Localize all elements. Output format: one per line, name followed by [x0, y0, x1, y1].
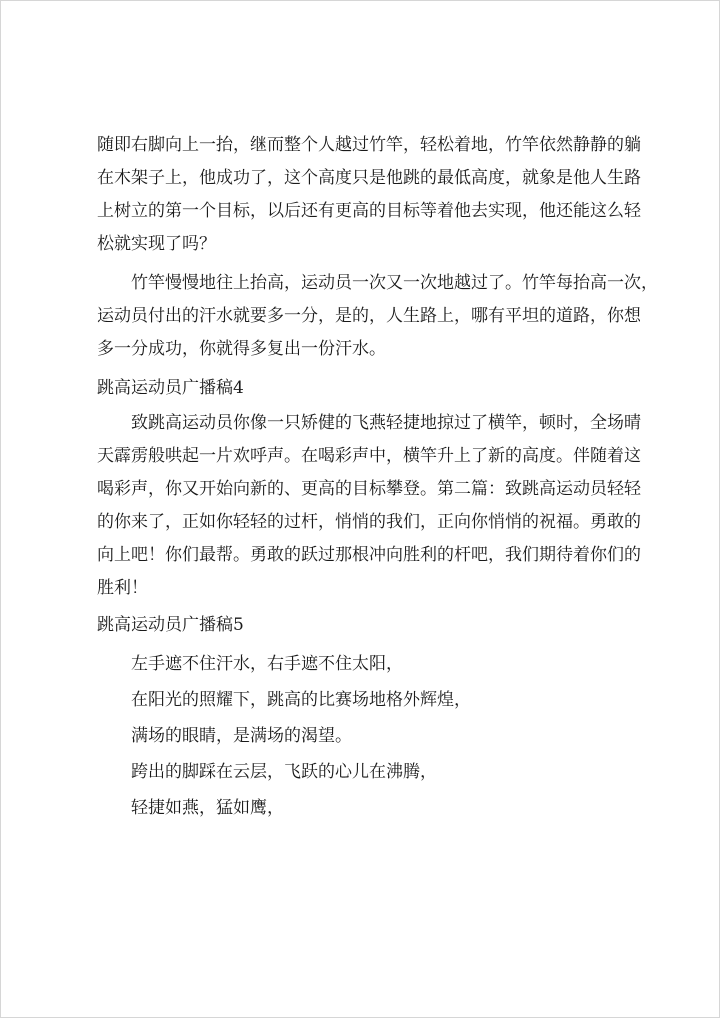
- paragraph-2: [97, 267, 658, 366]
- document-body: [97, 129, 658, 828]
- text-line: 向上吧！你们最帮。勇敢的跃过那根冲向胜利的杆吧，我们期待着你们的: [97, 545, 641, 565]
- text-line: 喝彩声，你又开始向新的、更高的目标攀登。第二篇：致跳高运动员轻轻: [97, 479, 641, 499]
- text-line: 致跳高运动员你像一只矫健的飞燕轻捷地掠过了横竿，顿时，全场晴: [131, 413, 641, 433]
- paragraph-3: [97, 407, 641, 605]
- section-heading: 跳高运动员广播稿5: [97, 615, 244, 635]
- text-line: 随即右脚向上一抬，继而整个人越过竹竿，轻松着地，竹竿依然静静的躺: [97, 135, 641, 155]
- text-line: 的你来了，正如你轻轻的过杆，悄悄的我们，正向你悄悄的祝福。勇敢的: [97, 512, 641, 532]
- poem: [97, 648, 633, 828]
- text-line: 在木架子上，他成功了，这个高度只是他跳的最低高度，就象是他人生路: [97, 168, 641, 188]
- text-line: 多一分成功，你就得多复出一份汗水。: [97, 339, 386, 359]
- paragraph-1: [97, 129, 641, 261]
- poem-line: 满场的眼睛，是满场的渴望。: [131, 726, 352, 746]
- text-line: 松就实现了吗？: [97, 234, 216, 254]
- text-line: 胜利！: [97, 578, 148, 598]
- text-line: 天霹雳般哄起一片欢呼声。在喝彩声中，横竿升上了新的高度。伴随着这: [97, 446, 641, 466]
- text-line: 上树立的第一个目标，以后还有更高的目标等着他去实现，他还能这么轻: [97, 201, 641, 221]
- poem-line: 在阳光的照耀下，跳高的比赛场地格外辉煌，: [131, 690, 471, 710]
- text-line: 竹竿慢慢地往上抬高，运动员一次又一次地越过了。竹竿每抬高一次，: [131, 273, 658, 293]
- poem-line: 轻捷如燕，猛如鹰，: [131, 798, 284, 818]
- text-line: 运动员付出的汗水就要多一分，是的，人生路上，哪有平坦的道路，你想: [97, 306, 641, 326]
- poem-line: 左手遮不住汗水，右手遮不住太阳，: [131, 654, 403, 674]
- section-heading: 跳高运动员广播稿4: [97, 378, 244, 398]
- poem-line: 跨出的脚踩在云层，飞跃的心儿在沸腾，: [131, 762, 437, 782]
